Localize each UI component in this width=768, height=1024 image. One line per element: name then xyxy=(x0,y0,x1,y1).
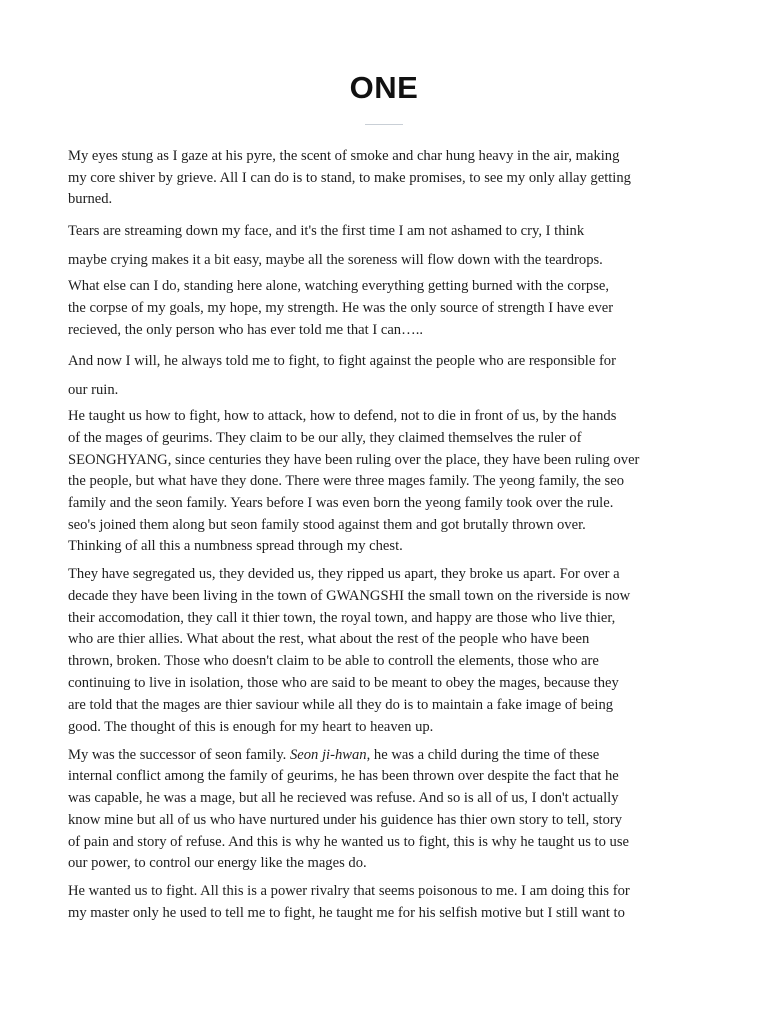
text-line: of the mages of geurims. They claim to be our ally, they claimed themselves the ruler of xyxy=(68,429,582,446)
text-line: our power, to control our energy like the mages do. xyxy=(68,855,367,872)
chapter-title: ONE xyxy=(349,70,419,105)
italic-name: Seon ji-hwan xyxy=(289,746,367,763)
paragraph xyxy=(68,347,708,405)
text-line: Thinking of all this a numbness spread through my chest. xyxy=(68,538,403,555)
text-line: maybe crying makes it a bit easy, maybe all the soreness will flow down with the teardrops. xyxy=(68,252,603,269)
text-line xyxy=(68,745,708,767)
paragraph xyxy=(68,146,708,211)
text-line: know mine but all of us who have nurtured under his guidence has thier own story to tell, story xyxy=(68,811,623,828)
paragraph xyxy=(68,564,708,739)
text-line: decade they have been living in the town of GWANGSHI the small town on the riverside is now xyxy=(68,587,631,604)
paragraph xyxy=(68,217,708,275)
paragraph xyxy=(68,745,708,875)
text-line: SEONGHYANG, since centuries they have been ruling over the place, they have been ruling over xyxy=(68,451,640,468)
paragraph xyxy=(68,881,708,924)
text-line: my core shiver by grieve. All I can do is to stand, to make promises, to see my only allay getting xyxy=(68,169,631,186)
text-run: My was the successor of seon family. xyxy=(68,746,287,763)
text-line: burned. xyxy=(68,191,113,208)
text-line: What else can I do, standing here alone, watching everything getting burned with the corpse, xyxy=(68,278,610,295)
text-line: family and the seon family. Years before I was even born the yeong family took over the rule. xyxy=(68,495,614,512)
text-line: He wanted us to fight. All this is a power rivalry that seems poisonous to me. I am doing this for xyxy=(68,882,630,899)
text-line: the corpse of my goals, my hope, my strength. He was the only source of strength I have ever xyxy=(68,299,614,316)
text-line: recieved, the only person who has ever told me that I can….. xyxy=(68,321,423,338)
text-line: continuing to live in isolation, those who are said to be meant to obey the mages, because they xyxy=(68,674,619,691)
text-line: my master only he used to tell me to fight, he taught me for his selfish motive but I still want to xyxy=(68,904,625,921)
title-divider xyxy=(365,124,403,125)
text-line: of pain and story of refuse. And this is why he wanted us to fight, this is why he taught us to use xyxy=(68,833,629,850)
text-line: And now I will, he always told me to fight, to fight against the people who are responsible for xyxy=(68,353,616,370)
text-line: their accomodation, they call it thier town, the royal town, and happy are those who live thier, xyxy=(68,609,616,626)
text-line: was capable, he was a mage, but all he recieved was refuse. And so is all of us, I don't actually xyxy=(68,790,619,807)
text-line: who are thier allies. What about the rest, what about the rest of the people who have been xyxy=(68,631,590,648)
paragraph xyxy=(68,406,708,558)
story-body xyxy=(68,146,708,930)
text-line: He taught us how to fight, how to attack, how to defend, not to die in front of us, by the hands xyxy=(68,408,617,425)
text-line: are told that the mages are thier saviour while all they do is to maintain a fake image of being xyxy=(68,697,614,714)
text-line: thrown, broken. Those who doesn't claim to be able to controll the elements, those who are xyxy=(68,652,599,669)
text-line: My eyes stung as I gaze at his pyre, the scent of smoke and char hung heavy in the air, making xyxy=(68,148,620,164)
text-line: the people, but what have they done. There were three mages family. The yeong family, the seo xyxy=(68,473,624,490)
text-line: good. The thought of this is enough for my heart to heaven up. xyxy=(68,719,434,736)
paragraph xyxy=(68,276,708,341)
text-line: internal conflict among the family of geurims, he has been thrown over despite the fact that he xyxy=(68,768,619,785)
text-line: Tears are streaming down my face, and it's the first time I am not ashamed to cry, I think xyxy=(68,223,585,240)
text-line: our ruin. xyxy=(68,382,119,399)
text-line: seo's joined them along but seon family stood against them and got brutally thrown over. xyxy=(68,516,586,533)
text-line: They have segregated us, they devided us, they ripped us apart, they broke us apart. For over a xyxy=(68,566,620,583)
text-run: , he was a child during the time of these xyxy=(366,746,600,763)
